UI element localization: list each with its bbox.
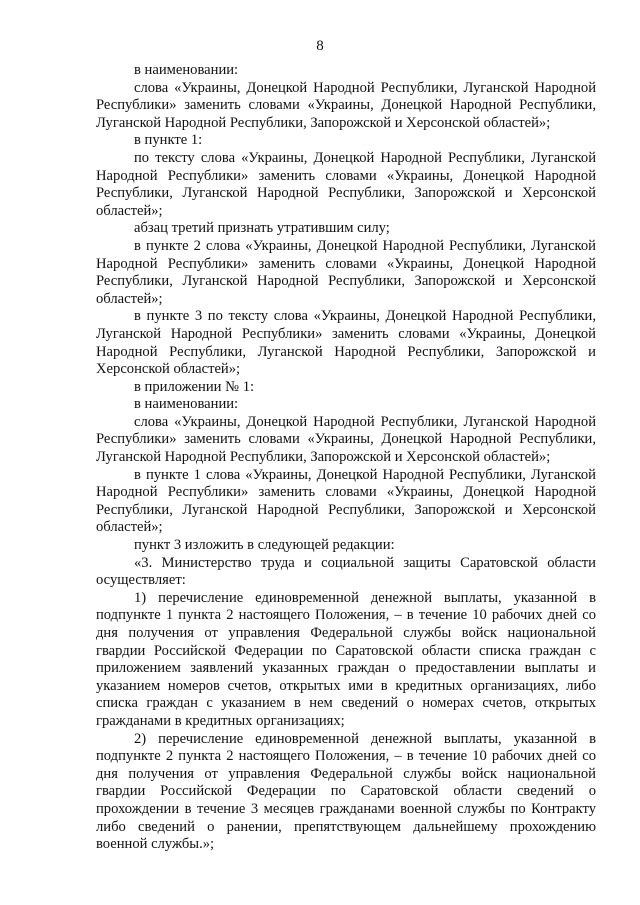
paragraph: в наименовании: <box>134 62 239 78</box>
paragraph: в пункте 1: <box>134 132 203 149</box>
paragraph: в пункте 2 слова «Украины, Донецкой Народной Республики, Луганской Народной Республики» заменить словами «Украины, Донецкой Народной Республики, Луганской Народной Республики, Запорожской и Херсонской областей»; <box>96 237 596 307</box>
paragraph: слова «Украины, Донецкой Народной Республики, Луганской Народной Республики» заменить словами «Украины, Донецкой Народной Республики, Луганской Народной Республики, Запорожской и Херсонской областей»; <box>96 413 596 466</box>
paragraph: 1) перечисление единовременной денежной выплаты, указанной в подпункте 1 пункта 2 настоящего Положения, – в течение 10 рабочих дней со дня получения от управления Федеральной службы войск национальной гвардии Российской Федерации по Саратовской области списка граждан с приложением заявлений указанных граждан о предоставлении выплаты и указанием номеров счетов, открытых ими в кредитных организациях, либо списка граждан с указанием в нем сведений о номерах счетов, открытых гражданами в кредитных организациях; <box>96 589 596 729</box>
paragraph: в приложении № 1: <box>134 378 255 395</box>
paragraph: 2) перечисление единовременной денежной выплаты, указанной в подпункте 2 пункта 2 настоящего Положения, – в течение 10 рабочих дней со дня получения от управления Федеральной службы войск национальной гвардии Российской Федерации по Саратовской области сведений о прохождении в течение 3 месяцев гражданами военной службы по Контракту либо сведений о ранении, препятствующем дальнейшему прохождению военной службы.»; <box>96 730 596 853</box>
paragraph: в пункте 3 по тексту слова «Украины, Донецкой Народной Республики, Луганской Народной Республики» заменить словами «Украины, Донецкой Народной Республики, Луганской Народной Республики, Запорожской и Херсонской областей»; <box>96 308 596 378</box>
paragraph: абзац третий признать утратившим силу; <box>134 220 390 237</box>
paragraph: в наименовании: <box>134 396 239 413</box>
paragraph: по тексту слова «Украины, Донецкой Народной Республики, Луганской Народной Республики» заменить словами «Украины, Донецкой Народной Республики, Луганской Народной Республики, Запорожской и Херсонской областей»; <box>96 149 596 219</box>
paragraph: в пункте 1 слова «Украины, Донецкой Народной Республики, Луганской Народной Республики» заменить словами «Украины, Донецкой Народной Республики, Луганской Народной Республики, Запорожской и Херсонской областей»; <box>96 466 596 536</box>
paragraph: «3. Министерство труда и социальной защиты Саратовской области осуществляет: <box>96 554 596 589</box>
paragraph: пункт 3 изложить в следующей редакции: <box>134 537 395 554</box>
document-body <box>96 62 596 854</box>
page-number: 8 <box>316 38 324 54</box>
paragraph: слова «Украины, Донецкой Народной Республики, Луганской Народной Республики» заменить словами «Украины, Донецкой Народной Республики, Луганской Народной Республики, Запорожской и Херсонской областей»; <box>96 79 596 131</box>
